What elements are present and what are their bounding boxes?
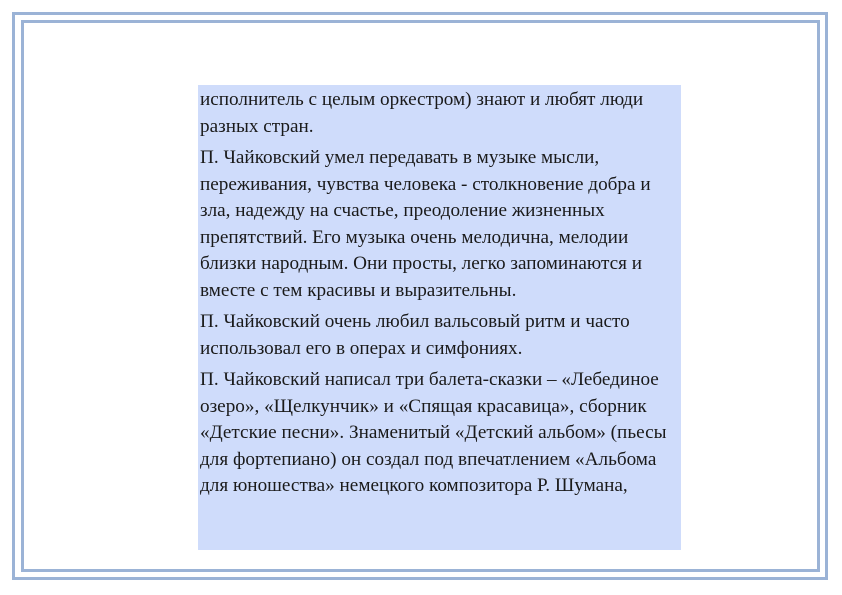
paragraph-4: П. Чайковский написал три балета-сказки – «Лебединое озеро», «Щелкунчик» и «Спящая красавица», сборник «Детские песни». Знаменитый «Детский альбом» (пьесы для фортепиано) он создал под впечатлением «Альбома для юношества» немецкого композитора Р. Шумана,: [200, 369, 667, 496]
paragraph-1: исполнитель с целым оркестром) знают и любят люди разных стран.: [200, 89, 644, 137]
text-block: [198, 85, 681, 550]
paragraph-3: П. Чайковский очень любил вальсовый ритм и часто использовал его в операх и симфониях.: [200, 311, 630, 359]
paragraph-2: П. Чайковский умел передавать в музыке мысли, переживания, чувства человека - столкновение добра и зла, надежду на счастье, преодоление жизненных препятствий. Его музыка очень мелодична, мелодии близки народным. Они просты, легко запоминаются и вместе с тем красивы и выразительны.: [200, 147, 651, 301]
